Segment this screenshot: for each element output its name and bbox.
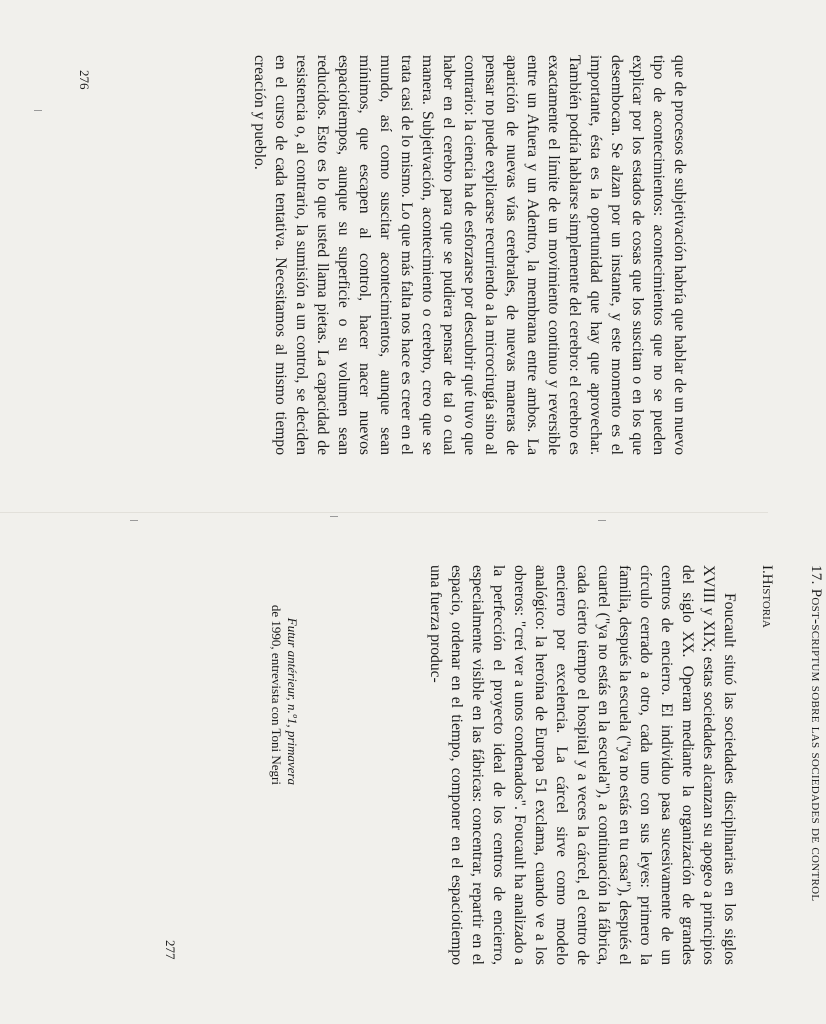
- body-paragraph: que de procesos de subjetivación habría que hablar de un nuevo tipo de acontecimientos: acontecimientos que no se pueden explicar por los estados de cosas que los suscitan o en los que desembocan. Se alzan por un instante, y este momento es el importante, ésta es la oportunidad que hay que aprovechar. También podría hablarse simplemente del cerebro: el cerebro es exactamente el límite de un movimiento continuo y reversible entre un Afuera y un Adentro, la membrana entre ambos. La aparición de nuevas vías cerebrales, de nuevas maneras de pensar no puede explicarse recurriendo a la microcirugía sino al contrario: la ciencia ha de esforzarse por descubrir qué tuvo que haber en el cerebro para que se pudiera pensar de tal o cual manera. Subjetivación, acontecimiento o cerebro, creo que se trata casi de lo mismo. Lo que más falta nos hace es creer en el mundo, así como suscitar acontecimientos, aunque sean mínimos, que escapen al control, hacer nacer nuevos espaciotiempos, aunque su superficie o su volumen sean reducidos. Esto es lo que usted llama pietas. La capacidad de resistencia o, al contrario, la sumisión a un control, se deciden en el curso de cada tentativa. Necesitamos al mismo tiempo creación y pueblo.: [251, 55, 688, 455]
- chapter-title: 17. Post-scriptum sobre las sociedades de control: [808, 565, 824, 902]
- scan-mark: [330, 516, 338, 517]
- left-page-body: [249, 55, 690, 455]
- source-line: Futur antérieur, n.º1, primavera: [285, 617, 300, 785]
- scan-mark: [598, 520, 606, 521]
- body-paragraph: Foucault situó las sociedades disciplinarias en los siglos XVIII y XIX; estas sociedades alcanzan su apogeo a principios del siglo XX. Operan mediante la organización de grandes centros de encierro. El individuo pasa sucesivamente de un círculo cerrado a otro, cada uno con sus leyes: primero la familia, después la escuela ("ya no estás en tu casa"), después el cuartel ("ya no estás en la escuela"), a continuación la fábrica, cada cierto tiempo el hospital y a veces la cárcel, el centro de encierro por excelencia. La cárcel sirve como modelo analógico: la heroína de Europa 51 exclama, cuando ve a los obreros: "creí ver a unos condenados". Foucault ha analizado a la perfección el proyecto ideal de los centros de encierro, especialmente visible en las fábricas: concentrar, repartir en el espacio, ordenar en el tiempo, componer en el espaciotiempo una fuerza produc-: [427, 565, 738, 965]
- page-gutter: [0, 512, 768, 513]
- scan-mark: [34, 110, 42, 111]
- section-title: I.Historia: [759, 565, 775, 628]
- source-line: de 1990, entrevista con Toni Negri: [269, 604, 284, 785]
- page-number-right: 277: [163, 940, 178, 960]
- source-citation: [268, 585, 300, 785]
- scan-mark: [130, 520, 138, 521]
- right-page-body: [425, 565, 826, 965]
- page-number-left: 276: [77, 70, 92, 90]
